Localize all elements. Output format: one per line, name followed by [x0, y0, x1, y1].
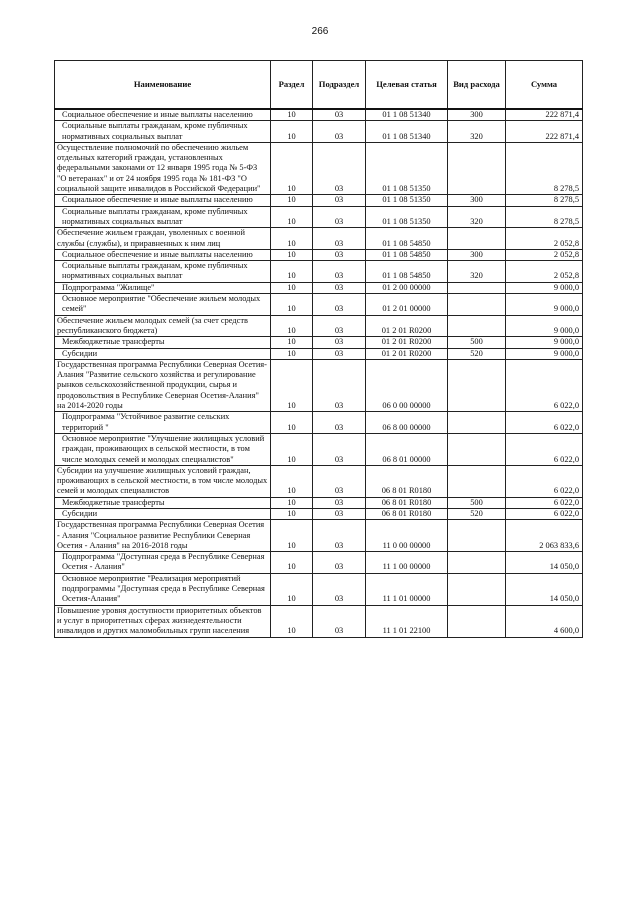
section-cell: 10 [271, 605, 313, 637]
expense-type-cell [448, 520, 506, 552]
name-cell: Повышение уровня доступности приоритетных объектов и услуг в приоритетных сферах жизнедеятельности инвалидов и других маломобильных групп населения [55, 605, 271, 637]
target-cell: 01 2 00 00000 [366, 282, 448, 293]
expense-type-cell [448, 412, 506, 434]
header-subsection: Подраздел [313, 61, 366, 110]
name-cell: Основное мероприятие "Обеспечение жильем молодых семей" [55, 294, 271, 316]
subsection-cell: 03 [313, 412, 366, 434]
target-cell: 01 2 01 R0200 [366, 337, 448, 348]
expense-type-cell [448, 573, 506, 605]
target-cell: 01 1 08 51350 [366, 195, 448, 206]
subsection-cell: 03 [313, 142, 366, 194]
expense-type-cell [448, 433, 506, 465]
expense-type-cell [448, 228, 506, 250]
section-cell: 10 [271, 412, 313, 434]
target-cell: 06 8 01 R0180 [366, 508, 448, 519]
name-cell: Социальное обеспечение и иные выплаты населению [55, 195, 271, 206]
table-row [55, 142, 583, 194]
subsection-cell: 03 [313, 359, 366, 411]
sum-cell: 4 600,0 [506, 605, 583, 637]
section-cell: 10 [271, 465, 313, 497]
subsection-cell: 03 [313, 337, 366, 348]
expense-type-cell: 300 [448, 249, 506, 260]
target-cell: 11 1 01 22100 [366, 605, 448, 637]
target-cell: 01 1 08 51350 [366, 206, 448, 228]
name-cell: Подпрограмма "Доступная среда в Республике Северная Осетия - Алания" [55, 552, 271, 574]
table-row [55, 228, 583, 250]
name-cell: Социальные выплаты гражданам, кроме публичных нормативных социальных выплат [55, 121, 271, 143]
expense-type-cell: 520 [448, 508, 506, 519]
subsection-cell: 03 [313, 348, 366, 359]
sum-cell: 9 000,0 [506, 348, 583, 359]
header-target: Целевая статья [366, 61, 448, 110]
table-row [55, 573, 583, 605]
name-cell: Социальные выплаты гражданам, кроме публичных нормативных социальных выплат [55, 261, 271, 283]
expense-type-cell: 320 [448, 121, 506, 143]
table-row [55, 520, 583, 552]
name-cell: Субсидии [55, 348, 271, 359]
expense-type-cell [448, 605, 506, 637]
target-cell: 11 0 00 00000 [366, 520, 448, 552]
section-cell: 10 [271, 228, 313, 250]
target-cell: 11 1 01 00000 [366, 573, 448, 605]
sum-cell: 6 022,0 [506, 465, 583, 497]
subsection-cell: 03 [313, 315, 366, 337]
table-row [55, 109, 583, 121]
name-cell: Осуществление полномочий по обеспечению жильем отдельных категорий граждан, установленных федеральными законами от 12 января 1995 года № 5-ФЗ "О ветеранах" и от 24 ноября 1995 года № 181-ФЗ "О социальной защите инвалидов в Российской Федерации" [55, 142, 271, 194]
sum-cell: 222 871,4 [506, 121, 583, 143]
header-expense-type: Вид расхода [448, 61, 506, 110]
section-cell: 10 [271, 315, 313, 337]
name-cell: Основное мероприятие "Реализация мероприятий подпрограммы "Доступная среда в Республике Северная Осетия-Алания" [55, 573, 271, 605]
sum-cell: 6 022,0 [506, 359, 583, 411]
expense-type-cell [448, 359, 506, 411]
subsection-cell: 03 [313, 497, 366, 508]
subsection-cell: 03 [313, 261, 366, 283]
expense-type-cell: 500 [448, 497, 506, 508]
section-cell: 10 [271, 249, 313, 260]
section-cell: 10 [271, 294, 313, 316]
section-cell: 10 [271, 433, 313, 465]
table-row [55, 282, 583, 293]
table-row [55, 206, 583, 228]
subsection-cell: 03 [313, 228, 366, 250]
section-cell: 10 [271, 261, 313, 283]
subsection-cell: 03 [313, 520, 366, 552]
table-row [55, 294, 583, 316]
section-cell: 10 [271, 348, 313, 359]
section-cell: 10 [271, 121, 313, 143]
table-row [55, 605, 583, 637]
sum-cell: 6 022,0 [506, 433, 583, 465]
target-cell: 01 1 08 54850 [366, 261, 448, 283]
section-cell: 10 [271, 497, 313, 508]
table-row [55, 249, 583, 260]
table-row [55, 195, 583, 206]
table-body [55, 109, 583, 637]
section-cell: 10 [271, 552, 313, 574]
expense-type-cell: 320 [448, 206, 506, 228]
sum-cell: 8 278,5 [506, 206, 583, 228]
table-row [55, 359, 583, 411]
target-cell: 01 1 08 51340 [366, 121, 448, 143]
sum-cell: 9 000,0 [506, 315, 583, 337]
sum-cell: 8 278,5 [506, 142, 583, 194]
section-cell: 10 [271, 520, 313, 552]
sum-cell: 8 278,5 [506, 195, 583, 206]
table-row [55, 497, 583, 508]
header-name: Наименование [55, 61, 271, 110]
subsection-cell: 03 [313, 573, 366, 605]
expense-type-cell [448, 282, 506, 293]
subsection-cell: 03 [313, 109, 366, 121]
subsection-cell: 03 [313, 249, 366, 260]
target-cell: 01 2 01 R0200 [366, 348, 448, 359]
subsection-cell: 03 [313, 282, 366, 293]
page-number: 266 [311, 26, 329, 37]
expense-type-cell: 300 [448, 195, 506, 206]
expense-type-cell: 500 [448, 337, 506, 348]
table-header [55, 61, 583, 110]
sum-cell: 2 052,8 [506, 228, 583, 250]
table-row [55, 433, 583, 465]
table-row [55, 315, 583, 337]
sum-cell: 2 052,8 [506, 261, 583, 283]
subsection-cell: 03 [313, 605, 366, 637]
target-cell: 11 1 00 00000 [366, 552, 448, 574]
header-sum: Сумма [506, 61, 583, 110]
table-row [55, 508, 583, 519]
subsection-cell: 03 [313, 465, 366, 497]
subsection-cell: 03 [313, 294, 366, 316]
expense-type-cell: 320 [448, 261, 506, 283]
table-row [55, 412, 583, 434]
target-cell: 01 1 08 51350 [366, 142, 448, 194]
expense-type-cell [448, 142, 506, 194]
target-cell: 01 2 01 R0200 [366, 315, 448, 337]
sum-cell: 6 022,0 [506, 497, 583, 508]
section-cell: 10 [271, 508, 313, 519]
name-cell: Основное мероприятие "Улучшение жилищных условий граждан, проживающих в сельской местности, в том числе молодых семей и молодых специалистов" [55, 433, 271, 465]
subsection-cell: 03 [313, 552, 366, 574]
subsection-cell: 03 [313, 195, 366, 206]
section-cell: 10 [271, 359, 313, 411]
name-cell: Субсидии [55, 508, 271, 519]
section-cell: 10 [271, 142, 313, 194]
target-cell: 06 8 00 00000 [366, 412, 448, 434]
table-row [55, 337, 583, 348]
budget-table [54, 60, 583, 638]
table-row [55, 121, 583, 143]
sum-cell: 2 063 833,6 [506, 520, 583, 552]
name-cell: Социальное обеспечение и иные выплаты населению [55, 109, 271, 121]
expense-type-cell: 300 [448, 109, 506, 121]
header-section: Раздел [271, 61, 313, 110]
name-cell: Обеспечение жильем молодых семей (за счет средств республиканского бюджета) [55, 315, 271, 337]
name-cell: Межбюджетные трансферты [55, 337, 271, 348]
target-cell: 06 8 01 00000 [366, 433, 448, 465]
expense-type-cell [448, 315, 506, 337]
sum-cell: 222 871,4 [506, 109, 583, 121]
name-cell: Подпрограмма "Жилище" [55, 282, 271, 293]
name-cell: Межбюджетные трансферты [55, 497, 271, 508]
section-cell: 10 [271, 206, 313, 228]
sum-cell: 6 022,0 [506, 412, 583, 434]
target-cell: 06 8 01 R0180 [366, 497, 448, 508]
expense-type-cell [448, 294, 506, 316]
subsection-cell: 03 [313, 433, 366, 465]
subsection-cell: 03 [313, 121, 366, 143]
expense-type-cell: 520 [448, 348, 506, 359]
expense-type-cell [448, 552, 506, 574]
section-cell: 10 [271, 573, 313, 605]
name-cell: Государственная программа Республики Северная Осетия - Алания "Социальное развитие Республики Северная Осетия - Алания" на 2016-2018 годы [55, 520, 271, 552]
target-cell: 01 1 08 51340 [366, 109, 448, 121]
expense-type-cell [448, 465, 506, 497]
sum-cell: 6 022,0 [506, 508, 583, 519]
section-cell: 10 [271, 337, 313, 348]
sum-cell: 9 000,0 [506, 282, 583, 293]
name-cell: Подпрограмма "Устойчивое развитие сельских территорий " [55, 412, 271, 434]
sum-cell: 14 050,0 [506, 573, 583, 605]
table-row [55, 261, 583, 283]
sum-cell: 2 052,8 [506, 249, 583, 260]
table-row [55, 465, 583, 497]
target-cell: 01 1 08 54850 [366, 228, 448, 250]
name-cell: Социальные выплаты гражданам, кроме публичных нормативных социальных выплат [55, 206, 271, 228]
section-cell: 10 [271, 282, 313, 293]
name-cell: Социальное обеспечение и иные выплаты населению [55, 249, 271, 260]
section-cell: 10 [271, 109, 313, 121]
section-cell: 10 [271, 195, 313, 206]
target-cell: 01 2 01 00000 [366, 294, 448, 316]
target-cell: 06 0 00 00000 [366, 359, 448, 411]
name-cell: Субсидии на улучшение жилищных условий граждан, проживающих в сельской местности, в том числе молодых семей и молодых специалистов [55, 465, 271, 497]
name-cell: Государственная программа Республики Северная Осетия-Алания "Развитие сельского хозяйства и регулирование рынков сельскохозяйственной продукции, сырья и продовольствия в Республике Северная Осетия-Алания" на 2014-2020 годы [55, 359, 271, 411]
target-cell: 01 1 08 54850 [366, 249, 448, 260]
target-cell: 06 8 01 R0180 [366, 465, 448, 497]
table-row [55, 348, 583, 359]
sum-cell: 9 000,0 [506, 294, 583, 316]
subsection-cell: 03 [313, 508, 366, 519]
subsection-cell: 03 [313, 206, 366, 228]
name-cell: Обеспечение жильем граждан, уволенных с военной службы (службы), и приравненных к ним лиц [55, 228, 271, 250]
sum-cell: 14 050,0 [506, 552, 583, 574]
sum-cell: 9 000,0 [506, 337, 583, 348]
table-row [55, 552, 583, 574]
